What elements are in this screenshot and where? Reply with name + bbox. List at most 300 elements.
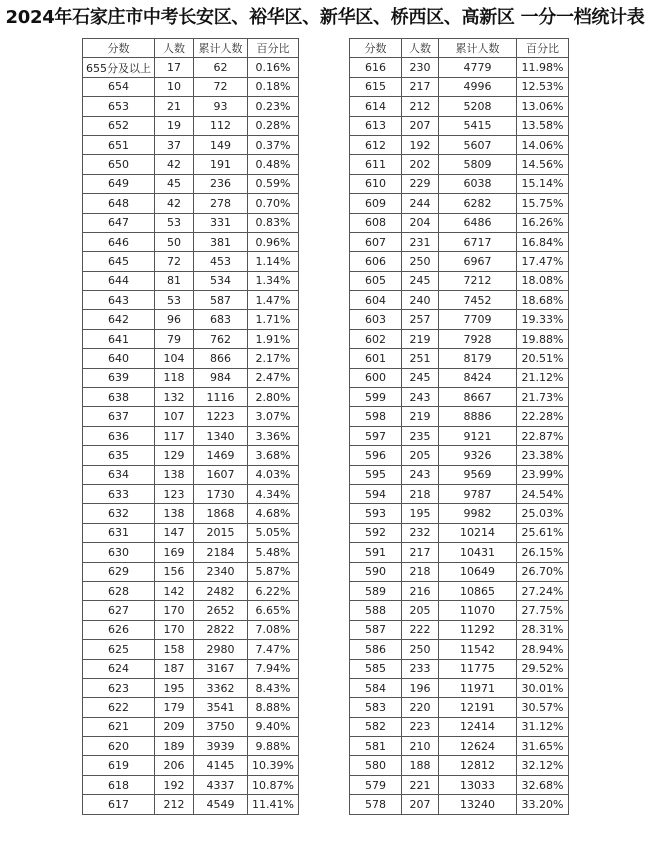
cell-score: 653 <box>83 97 155 116</box>
cell-score: 630 <box>83 543 155 562</box>
table-row <box>350 213 569 232</box>
cell-cumulative: 7212 <box>439 271 517 290</box>
cell-cumulative: 11971 <box>439 678 517 697</box>
cell-percent: 23.38% <box>517 446 569 465</box>
cell-count: 204 <box>402 213 439 232</box>
cell-cumulative: 8886 <box>439 407 517 426</box>
cell-score: 647 <box>83 213 155 232</box>
cell-cumulative: 11292 <box>439 620 517 639</box>
cell-cumulative: 9569 <box>439 465 517 484</box>
cell-cumulative: 7452 <box>439 291 517 310</box>
table-row <box>83 97 299 116</box>
cell-percent: 0.18% <box>248 77 299 96</box>
cell-percent: 22.28% <box>517 407 569 426</box>
cell-cumulative: 4337 <box>194 775 248 794</box>
cell-score: 613 <box>350 116 402 135</box>
cell-cumulative: 8179 <box>439 349 517 368</box>
cell-count: 257 <box>402 310 439 329</box>
table-row <box>350 620 569 639</box>
cell-percent: 7.08% <box>248 620 299 639</box>
cell-count: 250 <box>402 640 439 659</box>
cell-cumulative: 3939 <box>194 737 248 756</box>
cell-percent: 19.33% <box>517 310 569 329</box>
cell-score: 584 <box>350 678 402 697</box>
cell-count: 207 <box>402 116 439 135</box>
cell-cumulative: 1116 <box>194 388 248 407</box>
table-row <box>350 446 569 465</box>
header-percent: 百分比 <box>248 39 299 58</box>
cell-percent: 31.65% <box>517 737 569 756</box>
table-row <box>350 310 569 329</box>
cell-count: 250 <box>402 252 439 271</box>
cell-score: 614 <box>350 97 402 116</box>
cell-cumulative: 1730 <box>194 484 248 503</box>
table-row <box>350 659 569 678</box>
cell-count: 205 <box>402 446 439 465</box>
cell-count: 42 <box>155 155 194 174</box>
cell-count: 187 <box>155 659 194 678</box>
cell-percent: 1.47% <box>248 291 299 310</box>
table-row <box>350 756 569 775</box>
cell-score: 652 <box>83 116 155 135</box>
cell-percent: 10.87% <box>248 775 299 794</box>
cell-percent: 31.12% <box>517 717 569 736</box>
cell-count: 243 <box>402 388 439 407</box>
cell-cumulative: 4145 <box>194 756 248 775</box>
cell-count: 205 <box>402 601 439 620</box>
cell-score: 579 <box>350 775 402 794</box>
cell-score: 640 <box>83 349 155 368</box>
cell-percent: 0.83% <box>248 213 299 232</box>
score-table-left <box>82 38 299 815</box>
cell-score: 616 <box>350 58 402 77</box>
table-row <box>83 717 299 736</box>
table-row <box>350 135 569 154</box>
cell-score: 594 <box>350 484 402 503</box>
table-row <box>350 155 569 174</box>
cell-score: 648 <box>83 194 155 213</box>
cell-cumulative: 534 <box>194 271 248 290</box>
table-row <box>83 252 299 271</box>
cell-count: 196 <box>402 678 439 697</box>
table-row <box>350 775 569 794</box>
cell-score: 598 <box>350 407 402 426</box>
table-row <box>350 581 569 600</box>
cell-cumulative: 683 <box>194 310 248 329</box>
cell-percent: 28.31% <box>517 620 569 639</box>
table-row <box>350 97 569 116</box>
cell-count: 42 <box>155 194 194 213</box>
table-row <box>350 484 569 503</box>
table-row <box>83 581 299 600</box>
cell-cumulative: 1223 <box>194 407 248 426</box>
cell-count: 216 <box>402 581 439 600</box>
cell-percent: 13.06% <box>517 97 569 116</box>
cell-percent: 19.88% <box>517 329 569 348</box>
cell-percent: 5.87% <box>248 562 299 581</box>
header-percent: 百分比 <box>517 39 569 58</box>
cell-cumulative: 112 <box>194 116 248 135</box>
cell-count: 220 <box>402 698 439 717</box>
cell-percent: 11.41% <box>248 795 299 814</box>
table-row <box>83 349 299 368</box>
header-count: 人数 <box>155 39 194 58</box>
cell-count: 10 <box>155 77 194 96</box>
cell-percent: 26.70% <box>517 562 569 581</box>
cell-score: 592 <box>350 523 402 542</box>
cell-score: 610 <box>350 174 402 193</box>
cell-percent: 9.88% <box>248 737 299 756</box>
cell-score: 600 <box>350 368 402 387</box>
cell-cumulative: 5607 <box>439 135 517 154</box>
cell-score: 615 <box>350 77 402 96</box>
cell-score: 585 <box>350 659 402 678</box>
table-row <box>83 504 299 523</box>
cell-percent: 0.37% <box>248 135 299 154</box>
cell-score: 609 <box>350 194 402 213</box>
table-row <box>83 426 299 445</box>
cell-count: 147 <box>155 523 194 542</box>
cell-percent: 8.88% <box>248 698 299 717</box>
cell-cumulative: 2340 <box>194 562 248 581</box>
table-row <box>83 756 299 775</box>
cell-cumulative: 8424 <box>439 368 517 387</box>
cell-score: 634 <box>83 465 155 484</box>
cell-count: 50 <box>155 232 194 251</box>
cell-score: 623 <box>83 678 155 697</box>
cell-score: 619 <box>83 756 155 775</box>
table-row <box>83 368 299 387</box>
cell-cumulative: 8667 <box>439 388 517 407</box>
table-row <box>350 407 569 426</box>
cell-percent: 20.51% <box>517 349 569 368</box>
table-row <box>83 213 299 232</box>
cell-score: 601 <box>350 349 402 368</box>
cell-percent: 14.06% <box>517 135 569 154</box>
table-row <box>83 737 299 756</box>
cell-percent: 18.08% <box>517 271 569 290</box>
table-row <box>83 465 299 484</box>
cell-cumulative: 7928 <box>439 329 517 348</box>
cell-cumulative: 3362 <box>194 678 248 697</box>
cell-count: 132 <box>155 388 194 407</box>
cell-score: 587 <box>350 620 402 639</box>
table-row <box>83 446 299 465</box>
table-row <box>83 388 299 407</box>
cell-cumulative: 2482 <box>194 581 248 600</box>
cell-score: 628 <box>83 581 155 600</box>
cell-percent: 0.16% <box>248 58 299 77</box>
table-row <box>350 737 569 756</box>
cell-percent: 21.73% <box>517 388 569 407</box>
cell-count: 123 <box>155 484 194 503</box>
cell-score: 641 <box>83 329 155 348</box>
cell-cumulative: 149 <box>194 135 248 154</box>
cell-cumulative: 12812 <box>439 756 517 775</box>
cell-count: 192 <box>155 775 194 794</box>
cell-count: 72 <box>155 252 194 271</box>
cell-cumulative: 1469 <box>194 446 248 465</box>
table-row <box>350 795 569 814</box>
cell-cumulative: 7709 <box>439 310 517 329</box>
cell-percent: 24.54% <box>517 484 569 503</box>
cell-score: 649 <box>83 174 155 193</box>
cell-cumulative: 236 <box>194 174 248 193</box>
cell-cumulative: 11070 <box>439 601 517 620</box>
cell-score: 643 <box>83 291 155 310</box>
cell-percent: 2.47% <box>248 368 299 387</box>
cell-score: 642 <box>83 310 155 329</box>
cell-cumulative: 12414 <box>439 717 517 736</box>
cell-percent: 18.68% <box>517 291 569 310</box>
cell-cumulative: 453 <box>194 252 248 271</box>
cell-percent: 4.03% <box>248 465 299 484</box>
table-row <box>83 329 299 348</box>
cell-percent: 10.39% <box>248 756 299 775</box>
cell-cumulative: 10431 <box>439 543 517 562</box>
cell-score: 617 <box>83 795 155 814</box>
table-row <box>83 135 299 154</box>
table-row <box>350 58 569 77</box>
cell-percent: 1.71% <box>248 310 299 329</box>
score-table-left-body <box>83 58 299 814</box>
cell-count: 179 <box>155 698 194 717</box>
cell-count: 212 <box>155 795 194 814</box>
cell-cumulative: 9982 <box>439 504 517 523</box>
cell-percent: 27.75% <box>517 601 569 620</box>
cell-score: 645 <box>83 252 155 271</box>
header-cumulative: 累计人数 <box>439 39 517 58</box>
cell-cumulative: 2980 <box>194 640 248 659</box>
cell-percent: 0.28% <box>248 116 299 135</box>
cell-percent: 0.59% <box>248 174 299 193</box>
table-row <box>83 484 299 503</box>
cell-percent: 2.17% <box>248 349 299 368</box>
cell-count: 232 <box>402 523 439 542</box>
cell-cumulative: 13033 <box>439 775 517 794</box>
cell-count: 195 <box>402 504 439 523</box>
cell-count: 169 <box>155 543 194 562</box>
table-row <box>350 678 569 697</box>
cell-count: 188 <box>402 756 439 775</box>
header-score: 分数 <box>350 39 402 58</box>
table-row <box>350 426 569 445</box>
cell-score: 650 <box>83 155 155 174</box>
cell-percent: 13.58% <box>517 116 569 135</box>
cell-score: 608 <box>350 213 402 232</box>
cell-score: 578 <box>350 795 402 814</box>
cell-cumulative: 866 <box>194 349 248 368</box>
table-row <box>350 194 569 213</box>
cell-percent: 16.84% <box>517 232 569 251</box>
cell-score: 651 <box>83 135 155 154</box>
cell-percent: 26.15% <box>517 543 569 562</box>
cell-score: 597 <box>350 426 402 445</box>
cell-count: 223 <box>402 717 439 736</box>
cell-percent: 28.94% <box>517 640 569 659</box>
cell-cumulative: 9326 <box>439 446 517 465</box>
table-row <box>83 640 299 659</box>
cell-percent: 0.48% <box>248 155 299 174</box>
cell-count: 158 <box>155 640 194 659</box>
cell-count: 118 <box>155 368 194 387</box>
cell-count: 245 <box>402 271 439 290</box>
cell-percent: 14.56% <box>517 155 569 174</box>
cell-count: 240 <box>402 291 439 310</box>
cell-count: 251 <box>402 349 439 368</box>
cell-percent: 15.14% <box>517 174 569 193</box>
cell-count: 218 <box>402 562 439 581</box>
cell-percent: 23.99% <box>517 465 569 484</box>
cell-percent: 3.68% <box>248 446 299 465</box>
cell-cumulative: 6717 <box>439 232 517 251</box>
cell-percent: 33.20% <box>517 795 569 814</box>
cell-score: 607 <box>350 232 402 251</box>
table-row <box>350 271 569 290</box>
cell-score: 627 <box>83 601 155 620</box>
table-row <box>83 194 299 213</box>
cell-score: 618 <box>83 775 155 794</box>
cell-percent: 27.24% <box>517 581 569 600</box>
cell-score: 612 <box>350 135 402 154</box>
score-table-right <box>349 38 569 815</box>
cell-score: 582 <box>350 717 402 736</box>
cell-cumulative: 4549 <box>194 795 248 814</box>
cell-percent: 1.91% <box>248 329 299 348</box>
cell-cumulative: 331 <box>194 213 248 232</box>
cell-score: 595 <box>350 465 402 484</box>
cell-score: 606 <box>350 252 402 271</box>
cell-cumulative: 2652 <box>194 601 248 620</box>
cell-percent: 1.34% <box>248 271 299 290</box>
cell-score: 654 <box>83 77 155 96</box>
cell-cumulative: 2822 <box>194 620 248 639</box>
cell-score: 636 <box>83 426 155 445</box>
cell-count: 221 <box>402 775 439 794</box>
cell-percent: 3.36% <box>248 426 299 445</box>
cell-score: 583 <box>350 698 402 717</box>
cell-percent: 11.98% <box>517 58 569 77</box>
cell-score: 629 <box>83 562 155 581</box>
cell-score: 599 <box>350 388 402 407</box>
cell-score: 625 <box>83 640 155 659</box>
cell-cumulative: 762 <box>194 329 248 348</box>
cell-percent: 5.48% <box>248 543 299 562</box>
cell-score: 581 <box>350 737 402 756</box>
cell-cumulative: 12624 <box>439 737 517 756</box>
cell-percent: 17.47% <box>517 252 569 271</box>
table-row <box>350 562 569 581</box>
table-row <box>83 116 299 135</box>
cell-count: 107 <box>155 407 194 426</box>
cell-score: 591 <box>350 543 402 562</box>
cell-cumulative: 191 <box>194 155 248 174</box>
header-score: 分数 <box>83 39 155 58</box>
page-title: 2024年石家庄市中考长安区、裕华区、新华区、桥西区、高新区 一分一档统计表 <box>5 7 645 28</box>
cell-percent: 0.23% <box>248 97 299 116</box>
cell-count: 218 <box>402 484 439 503</box>
table-row <box>83 77 299 96</box>
cell-score: 646 <box>83 232 155 251</box>
cell-percent: 12.53% <box>517 77 569 96</box>
cell-cumulative: 6038 <box>439 174 517 193</box>
cell-percent: 25.03% <box>517 504 569 523</box>
cell-count: 53 <box>155 213 194 232</box>
cell-score: 580 <box>350 756 402 775</box>
cell-count: 19 <box>155 116 194 135</box>
table-row <box>83 543 299 562</box>
cell-count: 170 <box>155 601 194 620</box>
table-row <box>350 174 569 193</box>
table-row <box>350 77 569 96</box>
cell-count: 117 <box>155 426 194 445</box>
cell-score: 590 <box>350 562 402 581</box>
cell-cumulative: 2184 <box>194 543 248 562</box>
table-row <box>83 698 299 717</box>
cell-count: 96 <box>155 310 194 329</box>
table-row <box>350 465 569 484</box>
cell-percent: 6.65% <box>248 601 299 620</box>
cell-count: 219 <box>402 407 439 426</box>
table-row <box>350 349 569 368</box>
cell-percent: 9.40% <box>248 717 299 736</box>
cell-count: 210 <box>402 737 439 756</box>
table-row <box>83 659 299 678</box>
cell-score: 639 <box>83 368 155 387</box>
cell-count: 243 <box>402 465 439 484</box>
cell-score: 605 <box>350 271 402 290</box>
cell-cumulative: 6282 <box>439 194 517 213</box>
cell-count: 212 <box>402 97 439 116</box>
cell-score: 631 <box>83 523 155 542</box>
table-row <box>83 523 299 542</box>
cell-score: 611 <box>350 155 402 174</box>
cell-cumulative: 62 <box>194 58 248 77</box>
cell-count: 219 <box>402 329 439 348</box>
table-row <box>83 678 299 697</box>
cell-count: 206 <box>155 756 194 775</box>
cell-cumulative: 10865 <box>439 581 517 600</box>
cell-cumulative: 13240 <box>439 795 517 814</box>
table-row <box>83 601 299 620</box>
cell-percent: 7.47% <box>248 640 299 659</box>
cell-score: 621 <box>83 717 155 736</box>
table-row <box>350 116 569 135</box>
score-table-right-body <box>350 58 569 814</box>
cell-count: 209 <box>155 717 194 736</box>
cell-count: 189 <box>155 737 194 756</box>
cell-percent: 22.87% <box>517 426 569 445</box>
table-row <box>350 252 569 271</box>
cell-score: 632 <box>83 504 155 523</box>
cell-score: 637 <box>83 407 155 426</box>
cell-count: 138 <box>155 504 194 523</box>
cell-cumulative: 2015 <box>194 523 248 542</box>
cell-cumulative: 5809 <box>439 155 517 174</box>
cell-score: 622 <box>83 698 155 717</box>
cell-count: 156 <box>155 562 194 581</box>
cell-count: 235 <box>402 426 439 445</box>
table-row <box>350 388 569 407</box>
table-row <box>350 543 569 562</box>
cell-count: 244 <box>402 194 439 213</box>
table-row <box>350 523 569 542</box>
cell-percent: 4.68% <box>248 504 299 523</box>
cell-percent: 2.80% <box>248 388 299 407</box>
cell-percent: 6.22% <box>248 581 299 600</box>
table-row <box>83 795 299 814</box>
cell-cumulative: 278 <box>194 194 248 213</box>
